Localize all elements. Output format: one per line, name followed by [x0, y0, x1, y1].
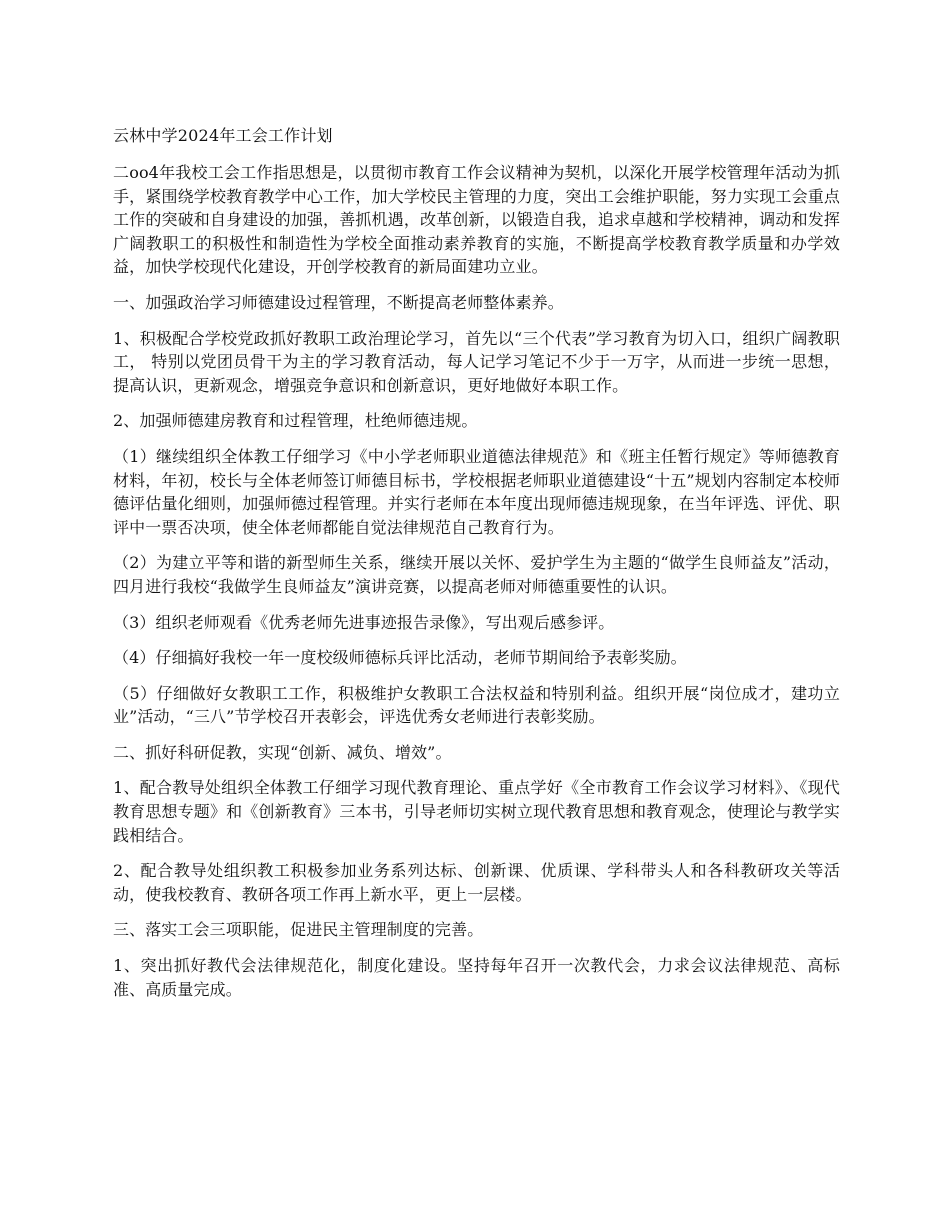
intro-paragraph: 二oo4年我校工会工作指思想是，以贯彻市教育工作会议精神为契机，以深化开展学校管理年活动为抓手，紧围绕学校教育教学中心工作，加大学校民主管理的力度，突出工会维护职能，努力实现工会重点工作的突破和自身建设的加强，善抓机遇，改革创新，以锻造自我，追求卓越和学校精神，调动和发挥广阔教职工的积极性和制造性为学校全面推动素养教育的实施，不断提高学校教育教学质量和办学效益，加快学校现代化建设，开创学校教育的新局面建功立业。 — [113, 163, 840, 277]
section-1-item-2-sub-2: （2）为建立平等和谐的新型师生关系，继续开展以关怀、爱护学生为主题的“做学生良师益友”活动，四月进行我校“我做学生良师益友”演讲竞赛，以提高老师对师德重要性的认识。 — [113, 553, 840, 596]
section-1-item-2-sub-3: （3）组织老师观看《优秀老师先进事迹报告录像》，写出观后感参评。 — [113, 612, 615, 632]
section-heading-3: 三、落实工会三项职能，促进民主管理制度的完善。 — [113, 920, 484, 940]
section-heading-2: 二、抓好科研促教，实现“创新、减负、增效”。 — [113, 742, 452, 762]
section-2-item-2: 2、配合教导处组织教工积极参加业务系列达标、创新课、优质课、学科带头人和各科教研攻关等活动，使我校教育、教研各项工作再上新水平，更上一层楼。 — [113, 861, 840, 904]
section-heading-1: 一、加强政治学习师德建设过程管理，不断提高老师整体素养。 — [113, 292, 564, 312]
section-1-item-2-sub-4: （4）仔细搞好我校一年一度校级师德标兵评比活动，老师节期间给予表彰奖励。 — [113, 648, 687, 668]
section-2-item-1: 1、配合教导处组织全体教工仔细学习现代教育理论、重点学好《全市教育工作会议学习材料》、《现代教育思想专题》和《创新教育》三本书，引导老师切实树立现代教育思想和教育观念，使理论与教学实践相结合。 — [113, 778, 840, 845]
section-1-item-2-sub-5: （5）仔细做好女教职工工作，积极维护女教职工合法权益和特别利益。组织开展“岗位成才，建功立业”活动，“三八”节学校召开表彰会，评选优秀女老师进行表彰奖励。 — [113, 683, 840, 727]
section-1-item-1: 1、积极配合学校党政抓好教职工政治理论学习，首先以“三个代表”学习教育为切入口，组织广阔教职工， 特别以党团员骨干为主的学习教育活动，每人记学习笔记不少于一万字，从而进一步统一思想，提高认识，更新观念，增强竞争意识和创新意识，更好地做好本职工作。 — [113, 328, 840, 395]
section-1-item-2-sub-1: （1）继续组织全体教工仔细学习《中小学老师职业道德法律规范》和《班主任暂行规定》等师德教育材料，年初，校长与全体老师签订师德目标书，学校根据老师职业道德建设“十五”规划内容制定本校师德评估量化细则，加强师德过程管理。并实行老师在本年度出现师德违规现象，在当年评选、评优、职评中一票否决项，使全体老师都能自觉法律规范自己教育行为。 — [113, 446, 840, 537]
section-1-item-2: 2、加强师德建房教育和过程管理，杜绝师德违规。 — [113, 411, 478, 431]
document-title: 云林中学2024年工会工作计划 — [113, 126, 333, 145]
section-3-item-1: 1、突出抓好教代会法律规范化，制度化建设。坚持每年召开一次教代会，力求会议法律规范、高标准、高质量完成。 — [113, 956, 840, 999]
